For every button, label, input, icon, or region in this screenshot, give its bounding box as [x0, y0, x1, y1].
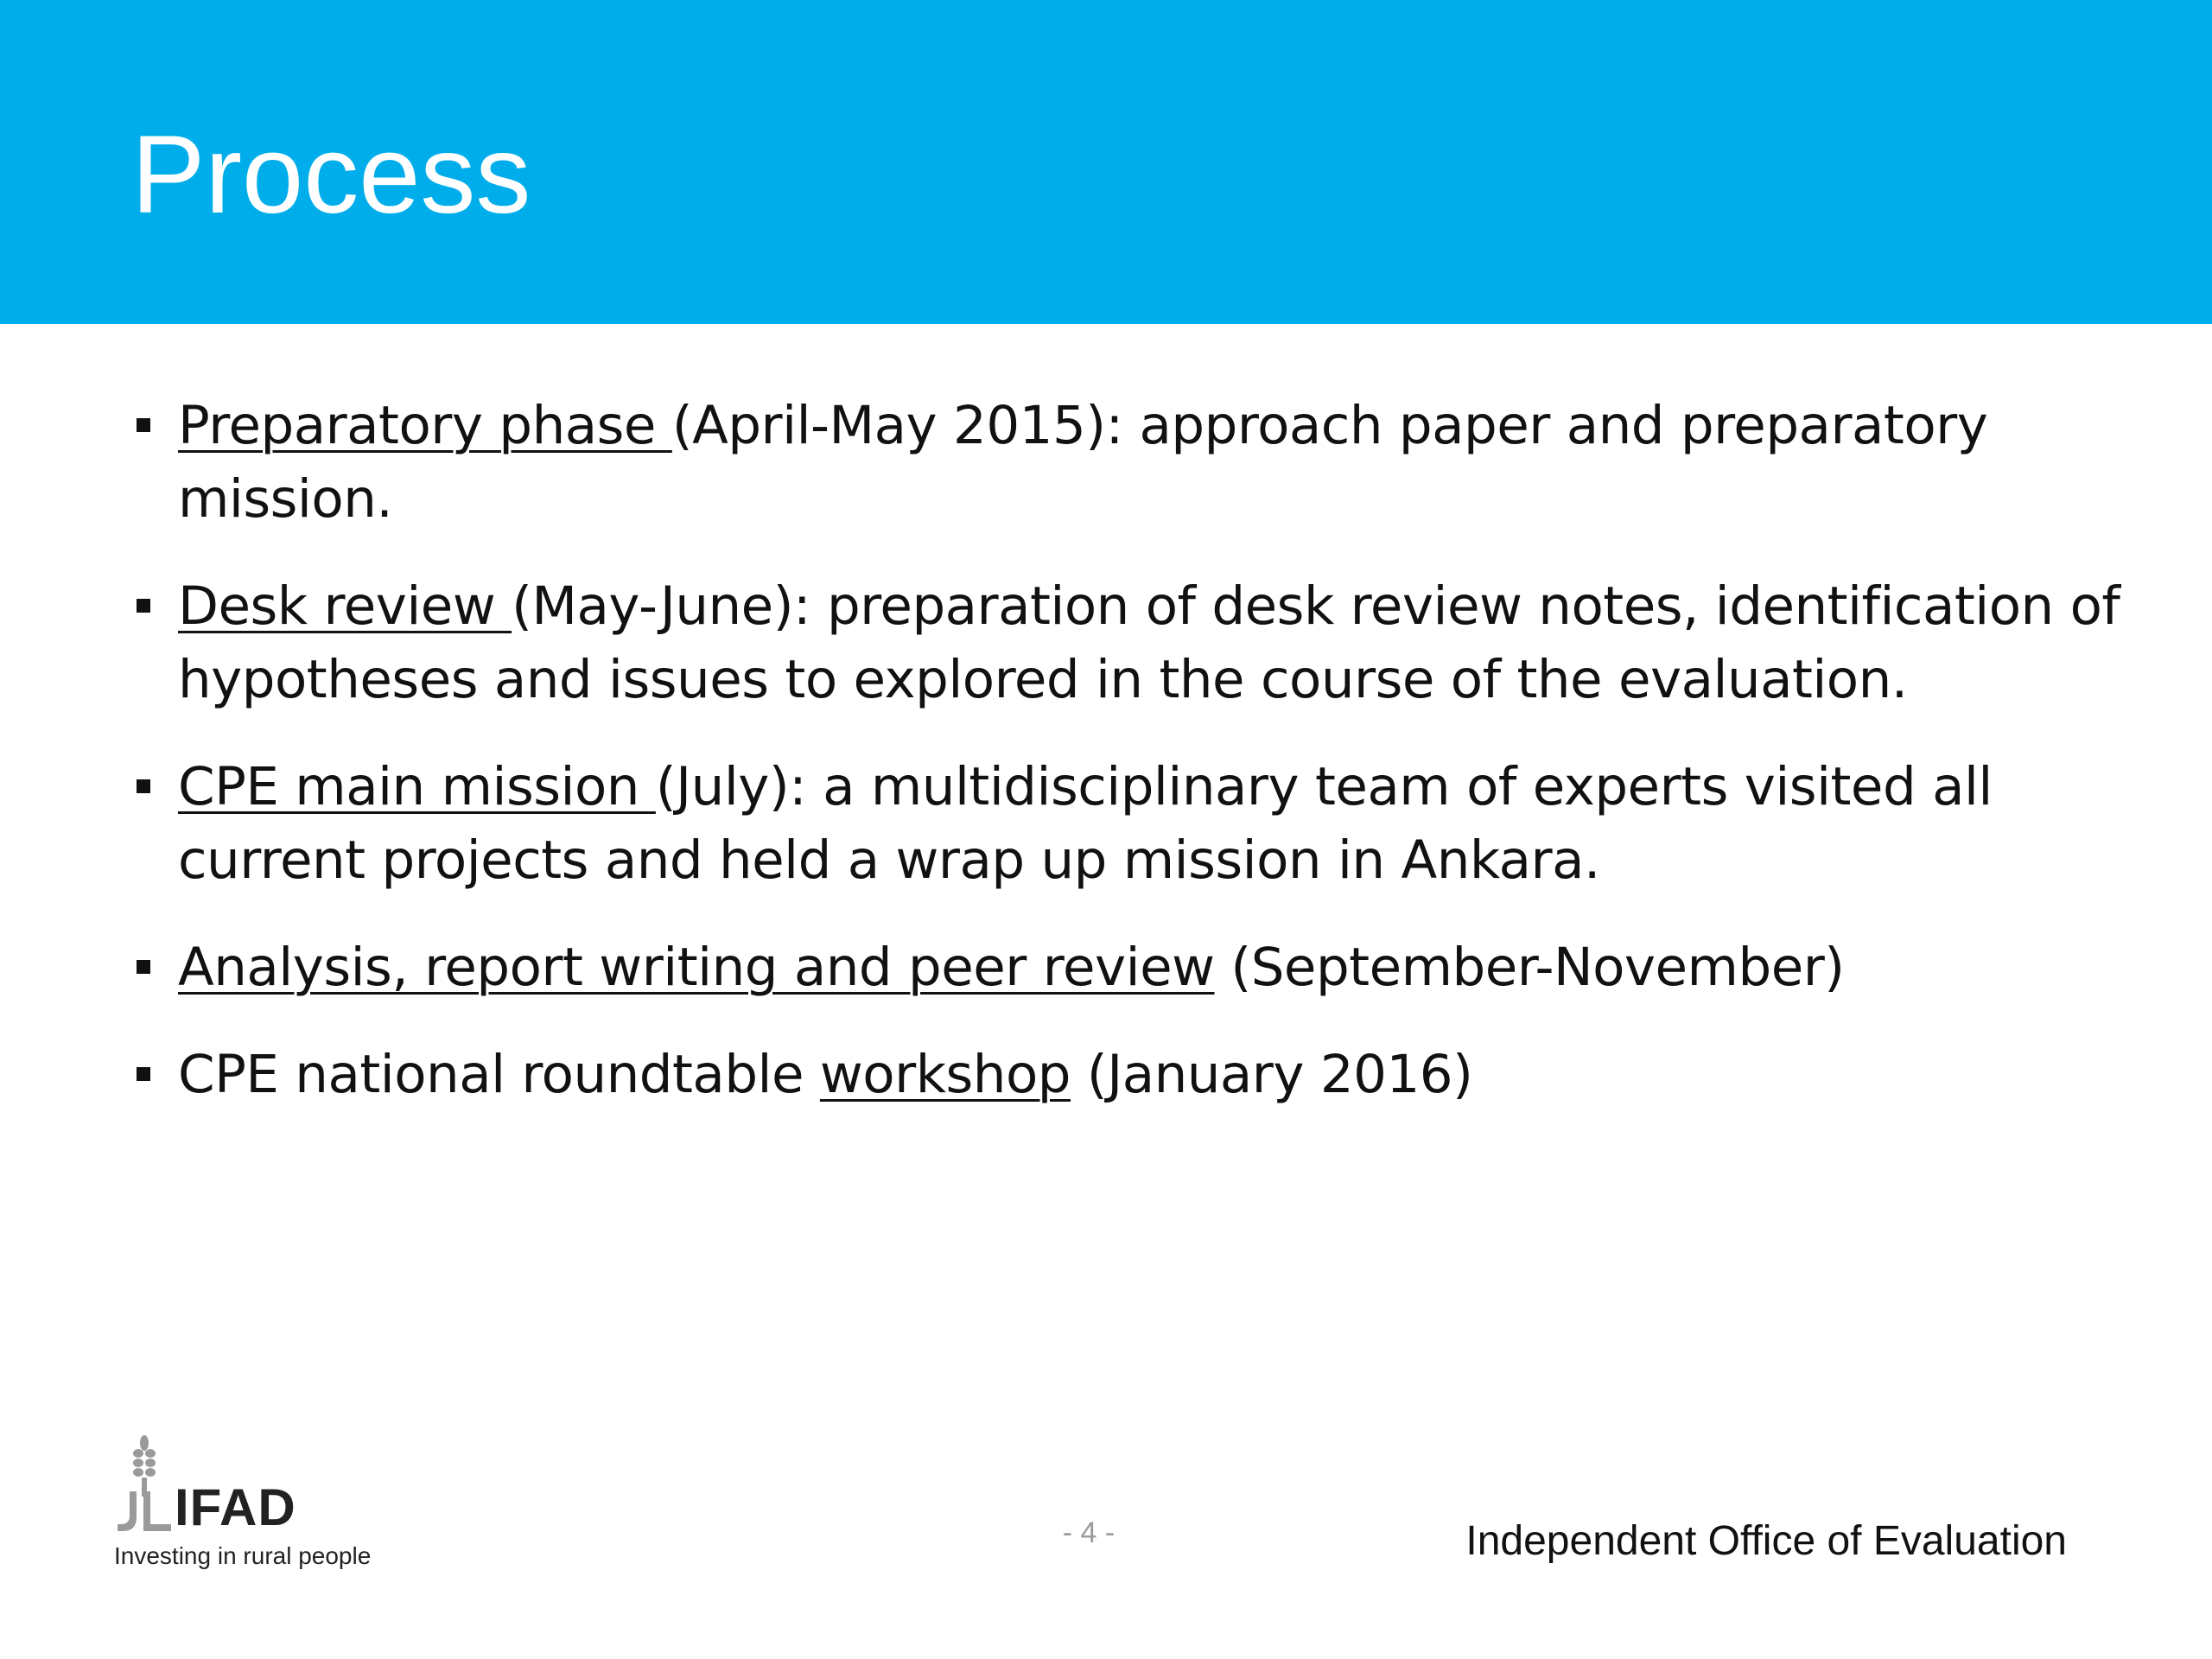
bullet-list: [130, 389, 2152, 1145]
bullet-main-mission: [130, 750, 2152, 897]
logo-wordmark: IFAD: [175, 1478, 296, 1536]
ifad-logo: [112, 1434, 406, 1581]
bullet-text: (January 2016): [1071, 1044, 1473, 1105]
logo-tagline: Investing in rural people: [114, 1542, 372, 1569]
bullet-analysis-report: [130, 931, 2152, 1004]
bullet-desk-review: [130, 569, 2152, 716]
slide-title: Process: [131, 113, 531, 237]
bullet-heading: Desk review: [178, 575, 512, 637]
bullet-text: (July): a multidisciplinary team of experts visited all current projects and held a wrap up mission in Ankara.: [178, 756, 1993, 891]
page-number: - 4 -: [1062, 1516, 1116, 1549]
bullet-roundtable-workshop: [130, 1038, 2152, 1111]
bullet-square-icon: [137, 960, 150, 974]
bullet-square-icon: [137, 418, 150, 432]
footer-organization: Independent Office of Evaluation: [1465, 1518, 2067, 1564]
bullet-heading: workshop: [819, 1044, 1071, 1105]
bullet-text: (April-May 2015): approach paper and preparatory mission.: [178, 395, 1988, 530]
bullet-heading: Preparatory phase: [178, 395, 672, 456]
wheat-emblem-icon: [114, 1434, 175, 1538]
bullet-text: (September-November): [1214, 937, 1845, 998]
bullet-square-icon: [137, 599, 150, 613]
bullet-text: (May-June): preparation of desk review notes, identification of hypotheses and issues to explored in the course of the evaluation.: [178, 575, 2120, 710]
bullet-preparatory-phase: [130, 389, 2152, 536]
title-band: [0, 0, 2212, 324]
bullet-heading: Analysis, report writing and peer review: [178, 937, 1215, 998]
bullet-heading: CPE main mission: [178, 756, 656, 817]
bullet-square-icon: [137, 1067, 150, 1081]
bullet-text-prefix: CPE national roundtable: [178, 1044, 820, 1105]
bullet-square-icon: [137, 779, 150, 793]
